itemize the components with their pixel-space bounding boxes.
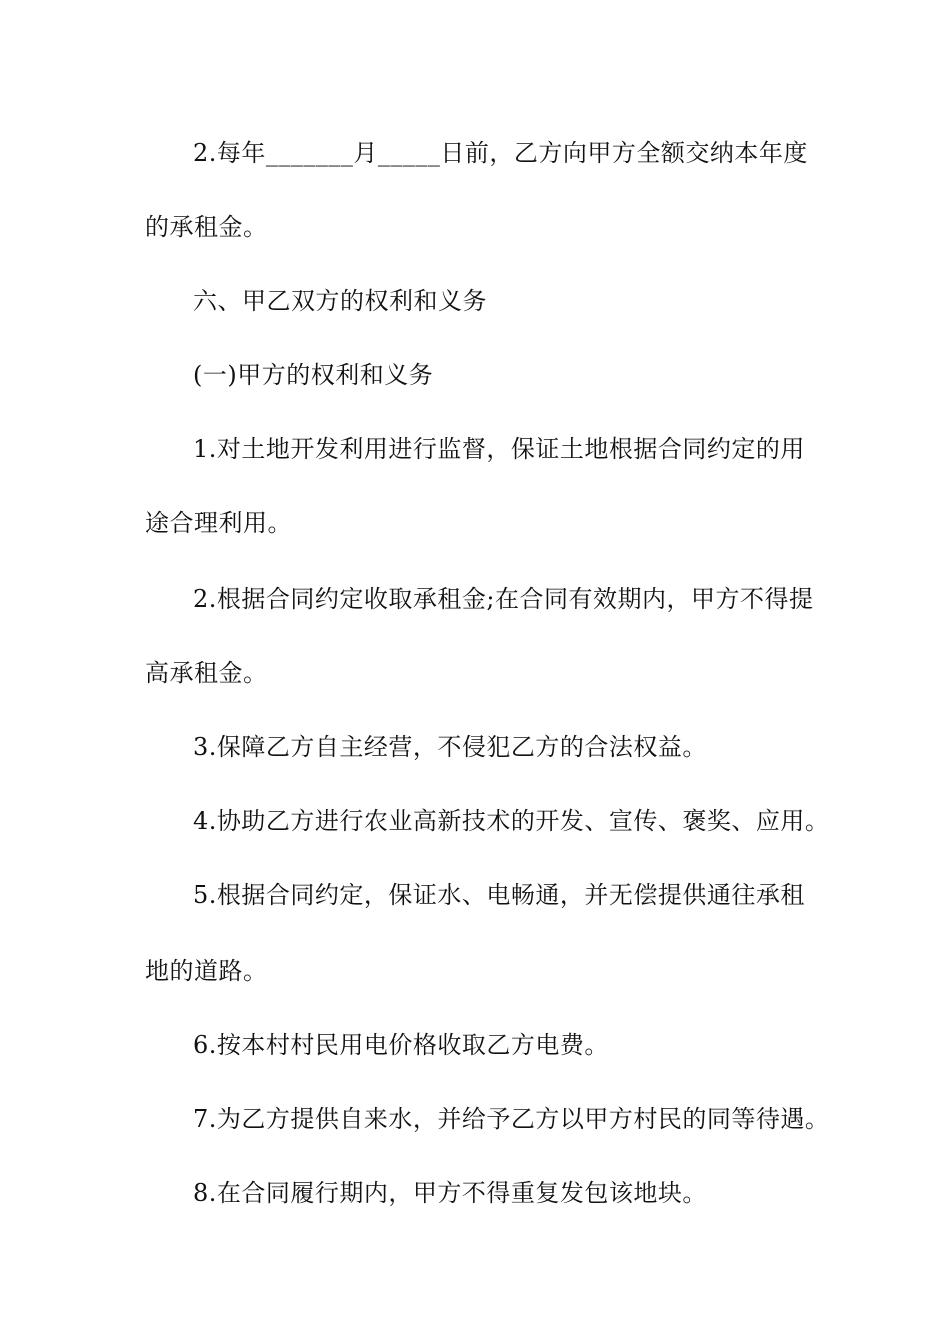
paragraph-line: 6.按本村村民用电价格收取乙方电费。 <box>193 1031 609 1059</box>
section-heading: 六、甲乙双方的权利和义务 <box>193 287 487 315</box>
paragraph-line: 7.为乙方提供自来水，并给予乙方以甲方村民的同等待遇。 <box>193 1105 830 1133</box>
paragraph-line: 2.根据合同约定收取承租金;在合同有效期内，甲方不得提 <box>193 585 814 613</box>
paragraph-line: 4.协助乙方进行农业高新技术的开发、宣传、褒奖、应用。 <box>193 807 830 835</box>
paragraph-line: 的承租金。 <box>145 213 268 241</box>
paragraph-line: 高承租金。 <box>145 659 268 687</box>
subsection-heading: (一)甲方的权利和义务 <box>193 361 434 389</box>
paragraph-line: 5.根据合同约定，保证水、电畅通，并无偿提供通往承租 <box>193 881 805 909</box>
paragraph-line: 地的道路。 <box>145 957 268 985</box>
paragraph-line: 8.在合同履行期内，甲方不得重复发包该地块。 <box>193 1179 707 1207</box>
paragraph-line: 途合理利用。 <box>145 509 292 537</box>
paragraph-line: 3.保障乙方自主经营，不侵犯乙方的合法权益。 <box>193 733 707 761</box>
paragraph-line: 1.对土地开发利用进行监督，保证土地根据合同约定的用 <box>193 435 805 463</box>
paragraph-line: 2.每年_______月_____日前，乙方向甲方全额交纳本年度 <box>193 139 808 167</box>
